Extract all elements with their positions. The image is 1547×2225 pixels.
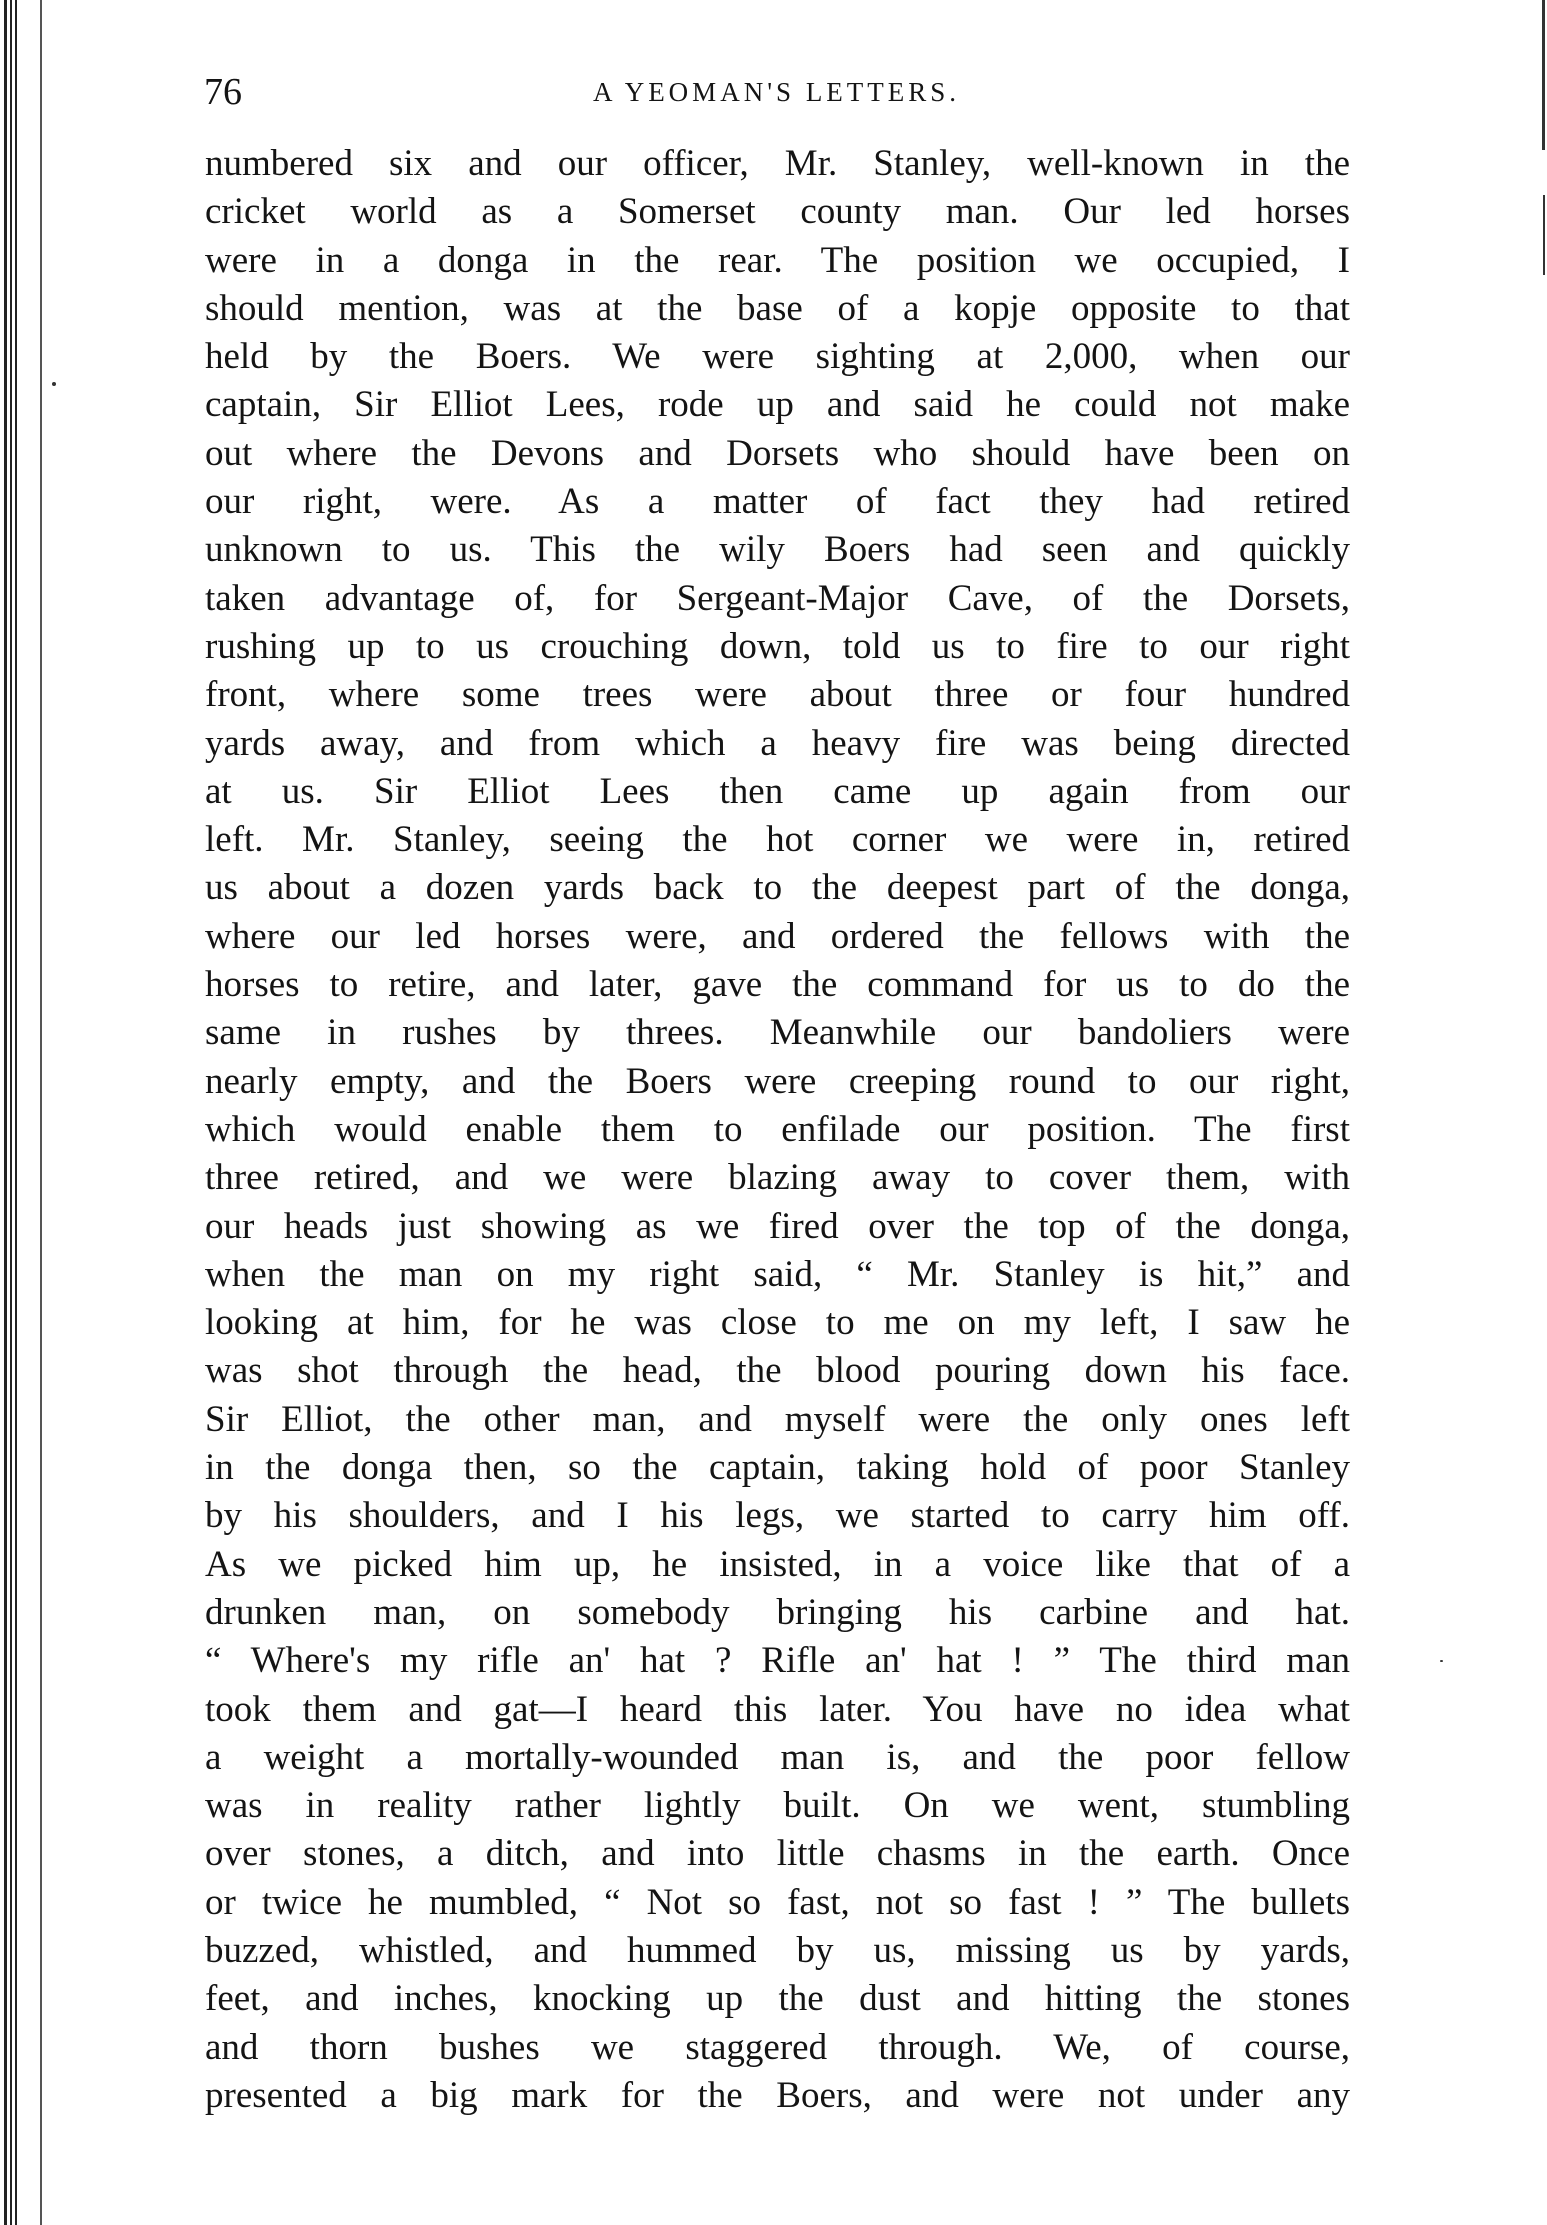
page-header [204,62,1349,122]
text-line: nearly empty, and the Boers were creeping round to our right, [205,1060,1350,1102]
text-line: numbered six and our officer, Mr. Stanley, well-known in the [205,143,1350,184]
text-line: looking at him, for he was close to me on my left, I saw he [205,1302,1350,1344]
text-line: As we picked him up, he insisted, in a voice like that of a [205,1543,1350,1585]
running-title: A YEOMAN'S LETTERS. [592,77,961,107]
binding-edge-line-4 [40,0,42,2225]
right-edge-mark-1 [1542,0,1545,150]
text-line: captain, Sir Elliot Lees, rode up and said he could not make [205,384,1350,426]
text-line: three retired, and we were blazing away to cover them, with [205,1157,1350,1199]
ink-speck [52,382,56,386]
text-line: buzzed, whistled, and hummed by us, missing us by yards, [205,1929,1350,1971]
text-line: when the man on my right said, “ Mr. Stanley is hit,” and [205,1253,1350,1295]
text-line: were in a donga in the rear. The position we occupied, I [205,239,1350,281]
text-line: held by the Boers. We were sighting at 2,000, when our [205,336,1350,378]
text-line: drunken man, on somebody bringing his carbine and hat. [205,1591,1350,1633]
right-edge-mark-2 [1543,195,1545,275]
binding-edge-line-2 [10,0,12,2225]
text-line: in the donga then, so the captain, taking hold of poor Stanley [205,1447,1350,1489]
text-line: same in rushes by threes. Meanwhile our bandoliers were [205,1012,1350,1054]
text-line: us about a dozen yards back to the deepest part of the donga, [205,867,1350,909]
ink-speck [1440,1660,1443,1662]
text-line: front, where some trees were about three or four hundred [205,674,1350,716]
text-line: where our led horses were, and ordered the fellows with the [205,915,1350,957]
text-line: presented a big mark for the Boers, and were not under any [205,2074,1350,2116]
text-line: our heads just showing as we fired over the top of the donga, [205,1205,1350,1247]
text-line: a weight a mortally-wounded man is, and the poor fellow [205,1736,1350,1778]
text-line: cricket world as a Somerset county man. Our led horses [205,191,1350,233]
text-line: which would enable them to enfilade our position. The first [205,1108,1350,1150]
text-line: Sir Elliot, the other man, and myself were the only ones left [205,1398,1350,1440]
text-line: “ Where's my rifle an' hat ? Rifle an' hat ! ” The third man [205,1640,1350,1682]
binding-edge-line-1 [4,0,7,2225]
text-line: should mention, was at the base of a kopje opposite to that [205,287,1350,329]
binding-edge-line-3 [15,0,17,2225]
text-line: took them and gat—I heard this later. You have no idea what [205,1688,1350,1730]
text-line: at us. Sir Elliot Lees then came up again from our [205,770,1350,812]
text-line: horses to retire, and later, gave the command for us to do the [205,964,1350,1006]
text-line: was in reality rather lightly built. On we went, stumbling [205,1785,1350,1827]
text-line: left. Mr. Stanley, seeing the hot corner we were in, retired [205,819,1350,861]
text-line: and thorn bushes we staggered through. We, of course, [205,2026,1350,2068]
text-line: yards away, and from which a heavy fire was being directed [205,722,1350,764]
text-line: taken advantage of, for Sergeant-Major Cave, of the Dorsets, [205,577,1350,619]
text-line: out where the Devons and Dorsets who should have been on [205,432,1350,474]
text-line: unknown to us. This the wily Boers had seen and quickly [205,529,1350,571]
text-line: feet, and inches, knocking up the dust and hitting the stones [205,1978,1350,2020]
text-line: or twice he mumbled, “ Not so fast, not so fast ! ” The bullets [205,1881,1350,1923]
body-text [205,140,1350,2120]
text-line: was shot through the head, the blood pouring down his face. [205,1350,1350,1392]
page-number: 76 [204,71,242,113]
text-line: our right, were. As a matter of fact they had retired [205,481,1350,523]
text-line: over stones, a ditch, and into little chasms in the earth. Once [205,1833,1350,1875]
text-line: by his shoulders, and I his legs, we started to carry him off. [205,1495,1350,1537]
text-line: rushing up to us crouching down, told us to fire to our right [205,625,1350,667]
